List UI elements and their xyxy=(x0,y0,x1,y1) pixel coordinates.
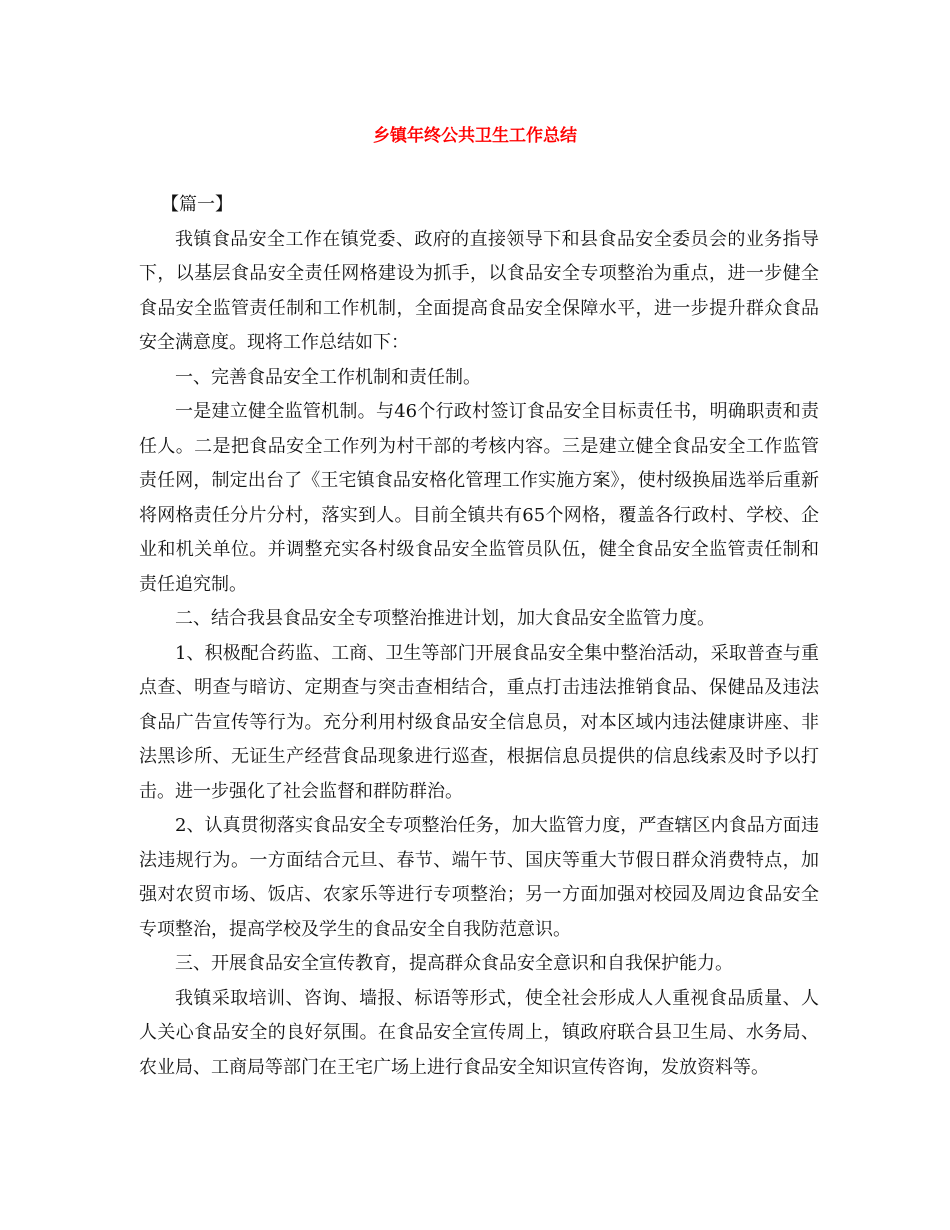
paragraph-section-2-item-1: 1、积极配合药监、工商、卫生等部门开展食品安全集中整治活动，采取普查与重点查、明查与暗访、定期查与突击查相结合，重点打击违法推销食品、保健品及违法食品广告宣传等行为。充分利用村级食品安全信息员，对本区域内违法健康讲座、非法黑诊所、无证生产经营食品现象进行巡查，根据信息员提供的信息线索及时予以打击。进一步强化了社会监督和群防群治。 xyxy=(139,642,819,802)
paragraph-section-1: 一是建立健全监管机制。与46个行政村签订食品安全目标责任书，明确职责和责任人。二是把食品安全工作列为村干部的考核内容。三是建立健全食品安全工作监管责任网，制定出台了《王宅镇食品安格化管理工作实施方案》，使村级换届选举后重新将网格责任分片分村，落实到人。目前全镇共有65个网格，覆盖各行政村、学校、企业和机关单位。并调整充实各村级食品安全监管员队伍，健全食品安全监管责任制和责任追究制。 xyxy=(139,401,819,595)
heading-section-3: 三、开展食品安全宣传教育，提高群众食品安全意识和自我保护能力。 xyxy=(175,953,733,974)
document-title: 乡镇年终公共卫生工作总结 xyxy=(373,126,577,146)
paragraph-intro: 我镇食品安全工作在镇党委、政府的直接领导下和县食品安全委员会的业务指导下，以基层食品安全责任网格建设为抓手，以食品安全专项整治为重点，进一步健全食品安全监管责任制和工作机制，全面提高食品安全保障水平，进一步提升群众食品安全满意度。现将工作总结如下： xyxy=(139,228,819,353)
heading-section-2: 二、结合我县食品安全专项整治推进计划，加大食品安全监管力度。 xyxy=(175,608,715,629)
paragraph-section-2-item-2: 2、认真贯彻落实食品安全专项整治任务，加大监管力度，严查辖区内食品方面违法违规行为。一方面结合元旦、春节、端午节、国庆等重大节假日群众消费特点，加强对农贸市场、饭店、农家乐等进行专项整治；另一方面加强对校园及周边食品安全专项整治，提高学校及学生的食品安全自我防范意识。 xyxy=(139,815,819,940)
document-body xyxy=(139,188,819,1085)
section-label: 【篇一】 xyxy=(161,194,233,215)
heading-section-1: 一、完善食品安全工作机制和责任制。 xyxy=(175,366,481,388)
paragraph-section-3: 我镇采取培训、咨询、墙报、标语等形式，使全社会形成人人重视食品质量、人人关心食品安全的良好氛围。在食品安全宣传周上，镇政府联合县卫生局、水务局、农业局、工商局等部门在王宅广场上进行食品安全知识宣传咨询，发放资料等。 xyxy=(139,987,819,1078)
